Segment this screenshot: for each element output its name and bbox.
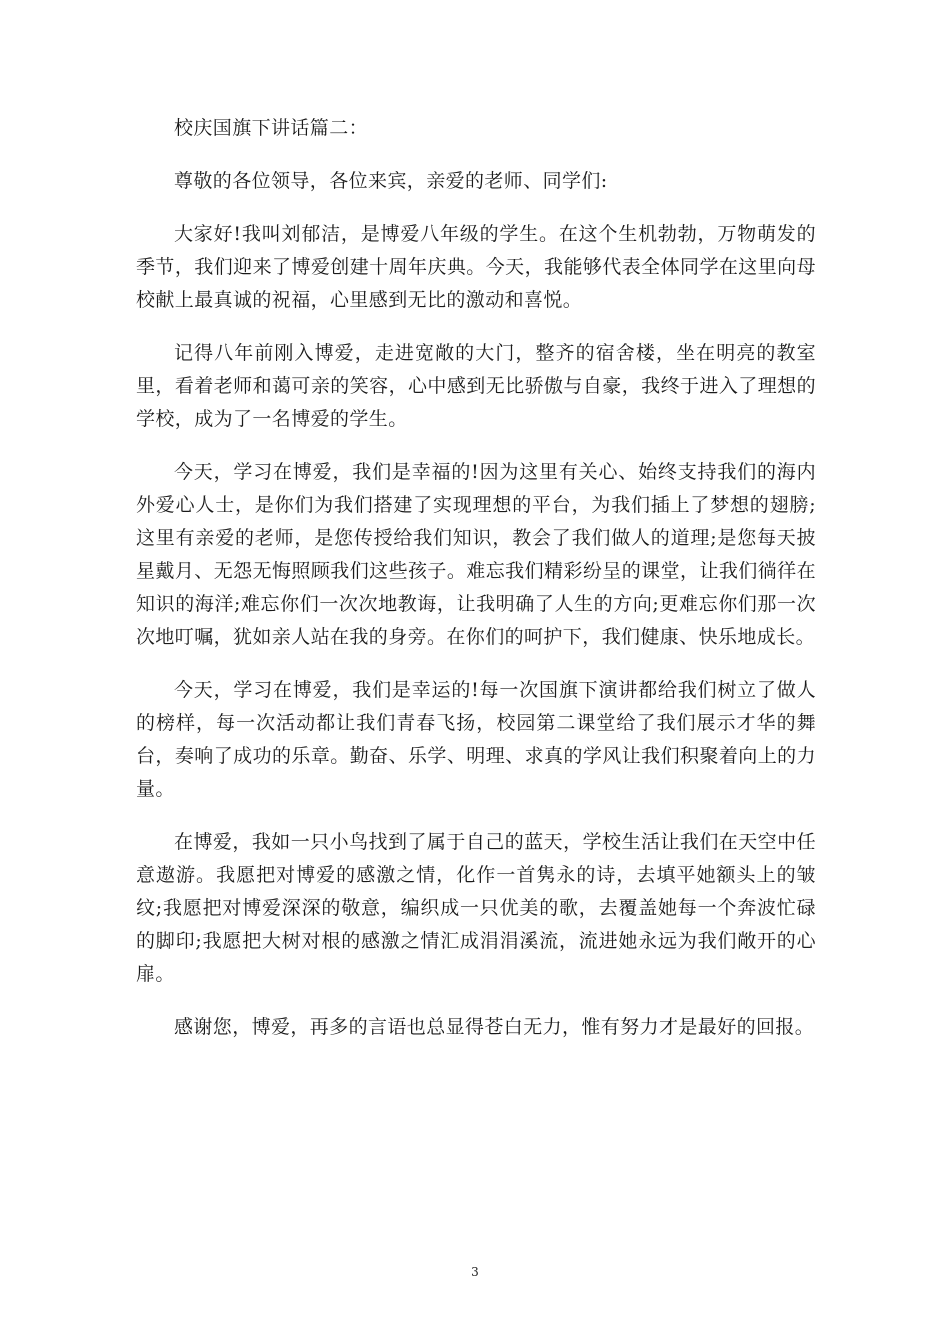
paragraph-closing: 感谢您，博爱，再多的言语也总显得苍白无力，惟有努力才是最好的回报。 xyxy=(174,1016,815,1038)
document-body xyxy=(136,112,816,1044)
section-title: 校庆国旗下讲话篇二： xyxy=(174,117,369,139)
paragraph-gratitude: 在博爱，我如一只小鸟找到了属于自己的蓝天，学校生活让我们在天空中任意遨游。我愿把对博爱的感激之情，化作一首隽永的诗，去填平她额头上的皱纹;我愿把对博爱深深的敬意，编织成一只优美的歌，去覆盖她每一个奔波忙碌的脚印;我愿把大树对根的感激之情汇成涓涓溪流，流进她永远为我们敞开的心扉。 xyxy=(136,831,816,985)
salutation: 尊敬的各位领导，各位来宾，亲爱的老师、同学们: xyxy=(174,170,608,192)
paragraph-greeting: 大家好!我叫刘郁洁，是博爱八年级的学生。在这个生机勃勃，万物萌发的季节，我们迎来了博爱创建十周年庆典。今天，我能够代表全体同学在这里向母校献上最真诚的祝福，心里感到无比的激动和喜悦。 xyxy=(136,223,816,311)
paragraph-happiness: 今天，学习在博爱，我们是幸福的!因为这里有关心、始终支持我们的海内外爱心人士，是你们为我们搭建了实现理想的平台，为我们插上了梦想的翅膀;这里有亲爱的老师，是您传授给我们知识，教会了我们做人的道理;是您每天披星戴月、无怨无悔照顾我们这些孩子。难忘我们精彩纷呈的课堂，让我们徜徉在知识的海洋;难忘你们一次次地教诲，让我明确了人生的方向;更难忘你们那一次次地叮嘱，犹如亲人站在我的身旁。在你们的呵护下，我们健康、快乐地成长。 xyxy=(136,461,816,648)
paragraph-fortune: 今天，学习在博爱，我们是幸运的!每一次国旗下演讲都给我们树立了做人的榜样，每一次活动都让我们青春飞扬，校园第二课堂给了我们展示才华的舞台，奏响了成功的乐章。勤奋、乐学、明理、求真的学风让我们积聚着向上的力量。 xyxy=(136,679,816,800)
page-number: 3 xyxy=(471,1265,479,1279)
paragraph-memory: 记得八年前刚入博爱，走进宽敞的大门，整齐的宿舍楼，坐在明亮的教室里，看着老师和蔼可亲的笑容，心中感到无比骄傲与自豪，我终于进入了理想的学校，成为了一名博爱的学生。 xyxy=(136,342,816,430)
